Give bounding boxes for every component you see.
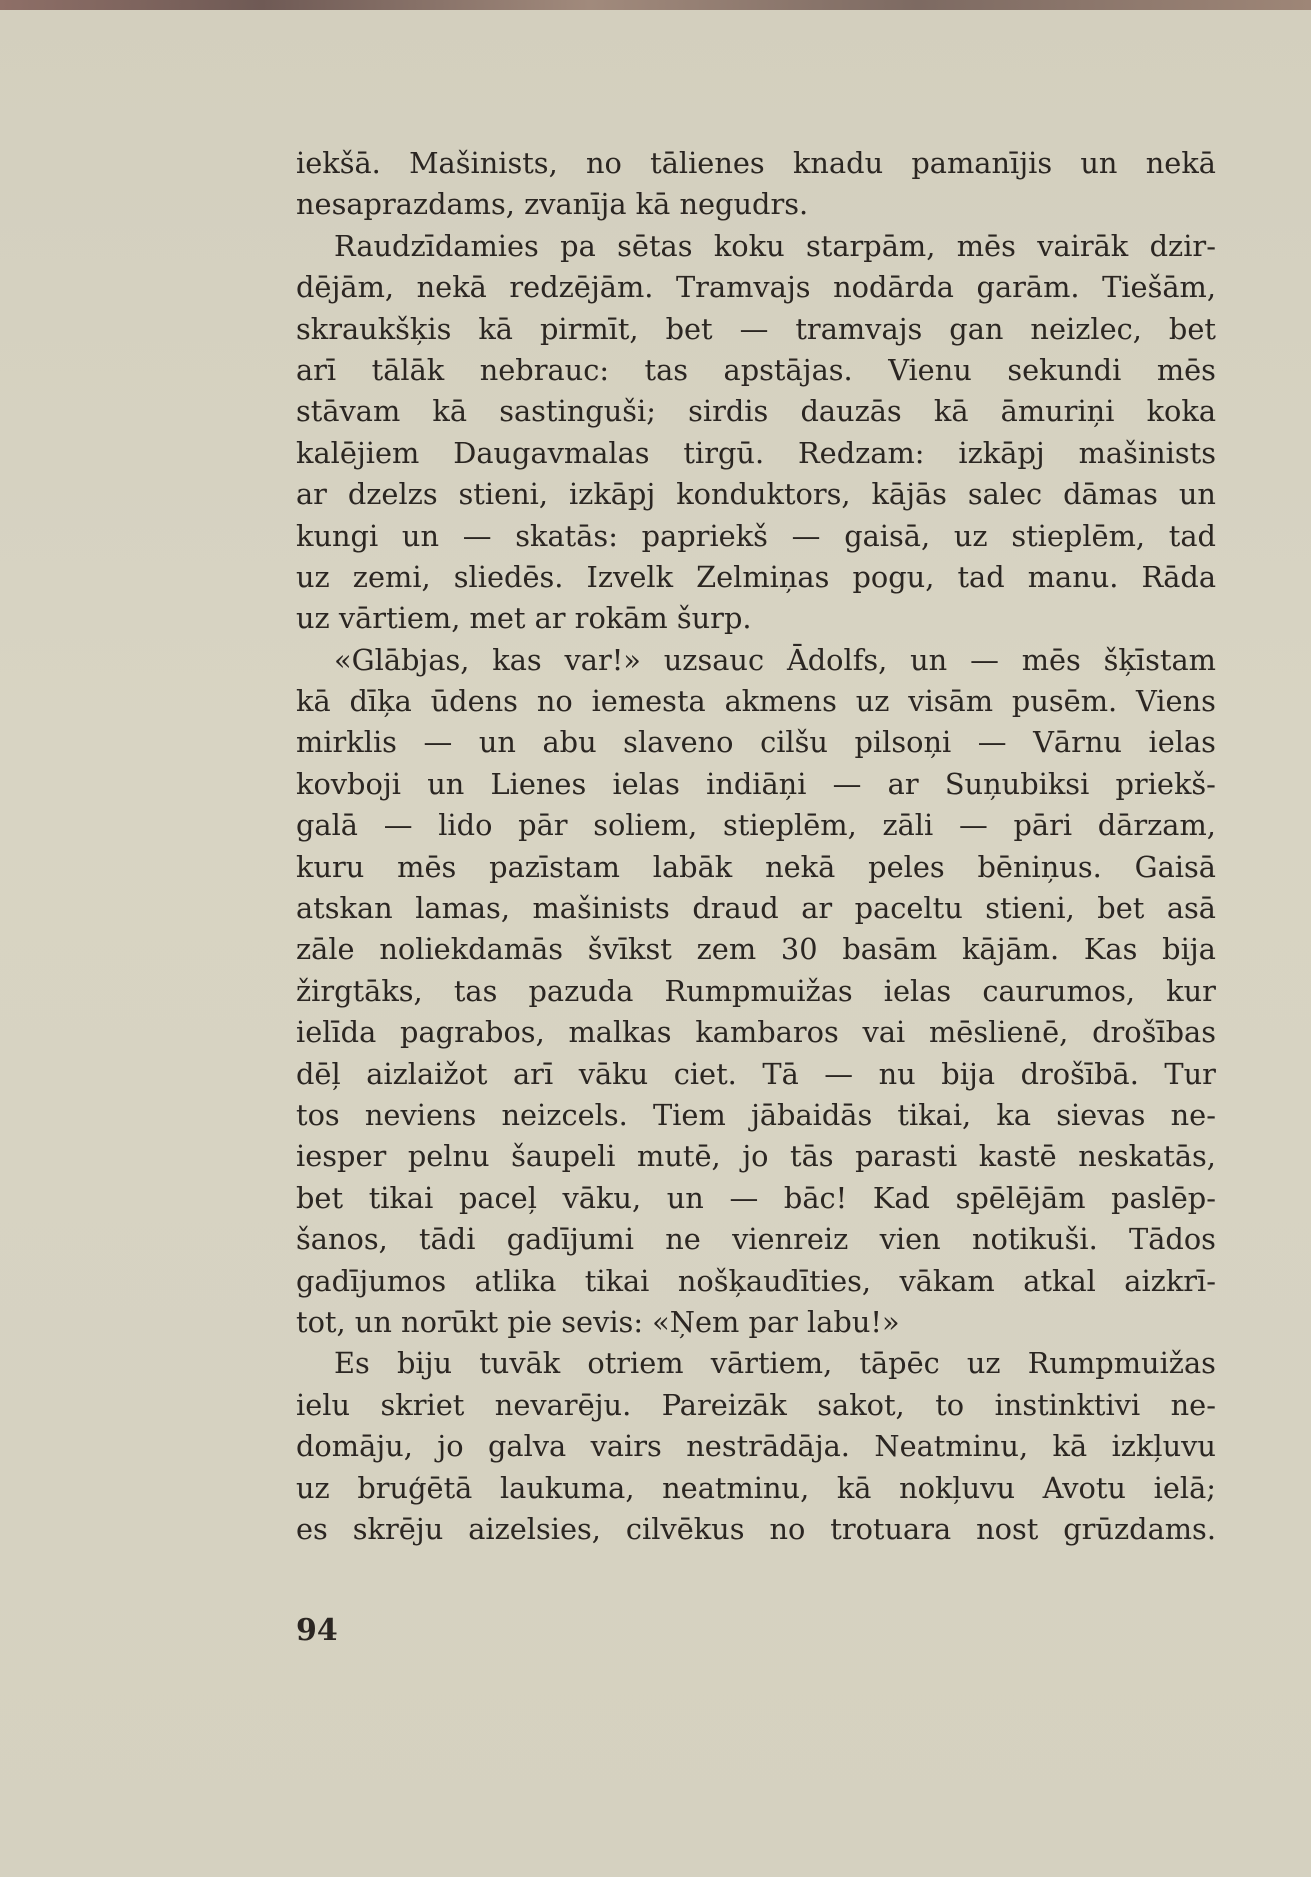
text-line: uz vārtiem, met ar rokām šurp.	[296, 601, 752, 636]
text-line: uz bruģētā laukuma, neatminu, kā nokļuvu Avotu ielā;	[296, 1470, 1216, 1505]
body-text	[296, 143, 1216, 1550]
text-line: dēļ aizlaižot arī vāku ciet. Tā — nu bija drošībā. Tur	[296, 1056, 1216, 1091]
text-line: iekšā. Mašinists, no tālienes knadu pamanījis un nekā	[296, 146, 1216, 180]
text-line: kuru mēs pazīstam labāk nekā peles bēniņus. Gaisā	[296, 849, 1216, 884]
text-line: mirklis — un abu slaveno cilšu pilsoņi — Vārnu ielas	[296, 725, 1216, 760]
text-line: ielu skriet nevarēju. Pareizāk sakot, to instinktivi ne-	[296, 1387, 1216, 1422]
page-top-edge	[0, 0, 1311, 10]
text-line: nesaprazdams, zvanīja kā negudrs.	[296, 187, 809, 222]
text-line: stāvam kā sastinguši; sirdis dauzās kā āmuriņi koka	[296, 394, 1216, 429]
text-line: arī tālāk nebrauc: tas apstājas. Vienu sekundi mēs	[296, 352, 1216, 387]
text-line: kā dīķa ūdens no iemesta akmens uz visām pusēm. Viens	[296, 684, 1216, 719]
text-line: kalējiem Daugavmalas tirgū. Redzam: izkāpj mašinists	[296, 435, 1216, 470]
text-line: šanos, tādi gadījumi ne vienreiz vien notikuši. Tādos	[296, 1222, 1216, 1257]
text-line: galā — lido pār soliem, stieplēm, zāli — pāri dārzam,	[296, 808, 1216, 843]
text-line: iesper pelnu šaupeli mutē, jo tās parasti kastē neskatās,	[296, 1139, 1216, 1174]
page-number: 94	[296, 1613, 338, 1648]
text-line: kungi un — skatās: papriekš — gaisā, uz stieplēm, tad	[296, 518, 1216, 553]
text-line: gadījumos atlika tikai nošķaudīties, vākam atkal aizkrī-	[296, 1263, 1216, 1298]
text-line: tos neviens neizcels. Tiem jābaidās tikai, ka sievas ne-	[296, 1097, 1216, 1132]
text-line: ar dzelzs stieni, izkāpj konduktors, kājās salec dāmas un	[296, 477, 1216, 512]
text-line: dējām, nekā redzējām. Tramvajs nodārda garām. Tiešām,	[296, 270, 1216, 305]
text-line: domāju, jo galva vairs nestrādāja. Neatminu, kā izkļuvu	[296, 1429, 1216, 1464]
text-line: skraukšķis kā pirmīt, bet — tramvajs gan neizlec, bet	[296, 311, 1216, 346]
text-line: es skrēju aizelsies, cilvēkus no trotuara nost grūzdams.	[296, 1511, 1216, 1546]
text-line: atskan lamas, mašinists draud ar paceltu stieni, bet asā	[296, 891, 1216, 926]
text-line: kovboji un Lienes ielas indiāņi — ar Suņubiksi priekš-	[296, 766, 1216, 801]
text-line: žirgtāks, tas pazuda Rumpmuižas ielas caurumos, kur	[296, 973, 1216, 1008]
text-line: zāle noliekdamās švīkst zem 30 basām kājām. Kas bija	[296, 932, 1216, 967]
text-line: bet tikai paceļ vāku, un — bāc! Kad spēlējām paslēp-	[296, 1180, 1216, 1215]
text-line: uz zemi, sliedēs. Izvelk Zelmiņas pogu, tad manu. Rāda	[296, 559, 1216, 594]
text-line: tot, un norūkt pie sevis: «Ņem par labu!»	[296, 1304, 900, 1339]
text-line: «Glābjas, kas var!» uzsauc Ādolfs, un — mēs šķīstam	[334, 642, 1216, 677]
text-line: ielīda pagrabos, malkas kambaros vai mēslienē, drošības	[296, 1015, 1216, 1050]
text-line: Es biju tuvāk otriem vārtiem, tāpēc uz Rumpmuižas	[334, 1346, 1216, 1381]
text-line: Raudzīdamies pa sētas koku starpām, mēs vairāk dzir-	[334, 228, 1216, 263]
